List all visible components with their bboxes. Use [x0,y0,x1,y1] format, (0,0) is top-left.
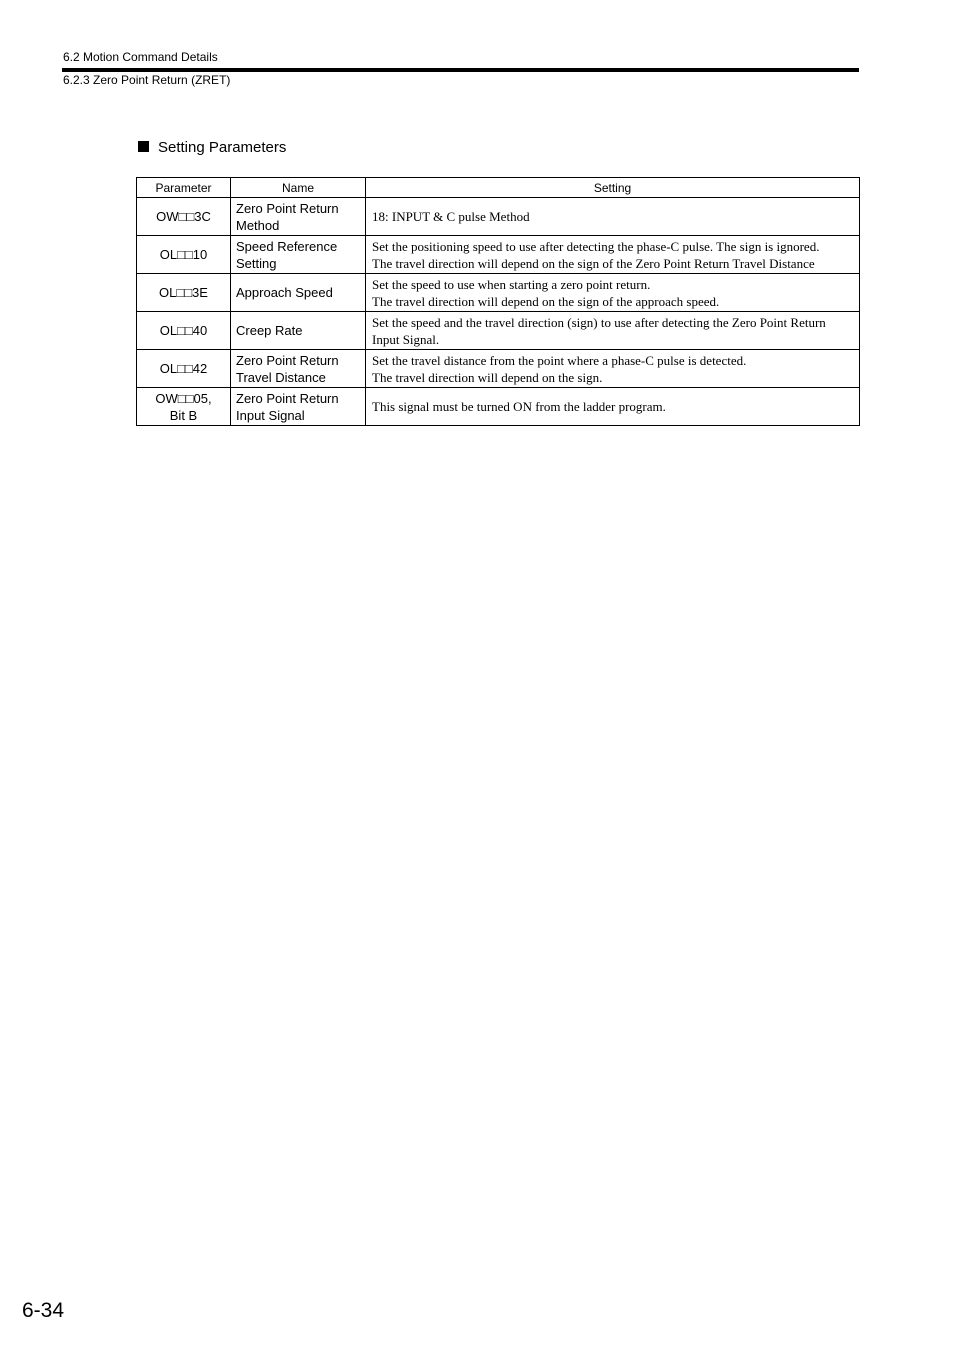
black-square-icon [138,141,149,152]
column-header-name: Name [231,178,366,198]
setting-cell: 18: INPUT & C pulse Method [366,198,860,236]
name-cell: Zero Point Return Input Signal [231,388,366,426]
table-header-row [137,178,860,198]
name-cell: Zero Point Return Travel Distance [231,350,366,388]
setting-cell: Set the speed and the travel direction (sign) to use after detecting the Zero Point Return Input Signal. [366,312,860,350]
column-header-parameter: Parameter [137,178,231,198]
parameter-cell: OL□□42 [137,350,231,388]
setting-cell: Set the speed to use when starting a zero point return. The travel direction will depend on the sign of the approach speed. [366,274,860,312]
parameter-cell: OW□□3C [137,198,231,236]
name-cell: Zero Point Return Method [231,198,366,236]
name-cell: Creep Rate [231,312,366,350]
parameter-cell: OW□□05, Bit B [137,388,231,426]
table-row [137,198,860,236]
setting-cell: Set the positioning speed to use after detecting the phase-C pulse. The sign is ignored. The travel direction will depend on the sign of the Zero Point Return Travel Distance [366,236,860,274]
setting-cell: This signal must be turned ON from the ladder program. [366,388,860,426]
table-row [137,388,860,426]
parameter-cell: OL□□3E [137,274,231,312]
page-number: 6-34 [22,1299,65,1322]
name-cell: Speed Reference Setting [231,236,366,274]
setting-parameters-table [136,177,860,426]
parameter-cell: OL□□40 [137,312,231,350]
table-row [137,312,860,350]
section-heading [138,139,286,157]
name-cell: Approach Speed [231,274,366,312]
header-section-title: 6.2 Motion Command Details [63,50,218,64]
header-divider [62,68,859,72]
table-row [137,236,860,274]
table-row [137,274,860,312]
column-header-setting: Setting [366,178,860,198]
header-subsection-title: 6.2.3 Zero Point Return (ZRET) [63,73,231,87]
section-heading-text: Setting Parameters [158,139,287,156]
parameter-cell: OL□□10 [137,236,231,274]
table-row [137,350,860,388]
setting-cell: Set the travel distance from the point where a phase-C pulse is detected. The travel direction will depend on the sign. [366,350,860,388]
